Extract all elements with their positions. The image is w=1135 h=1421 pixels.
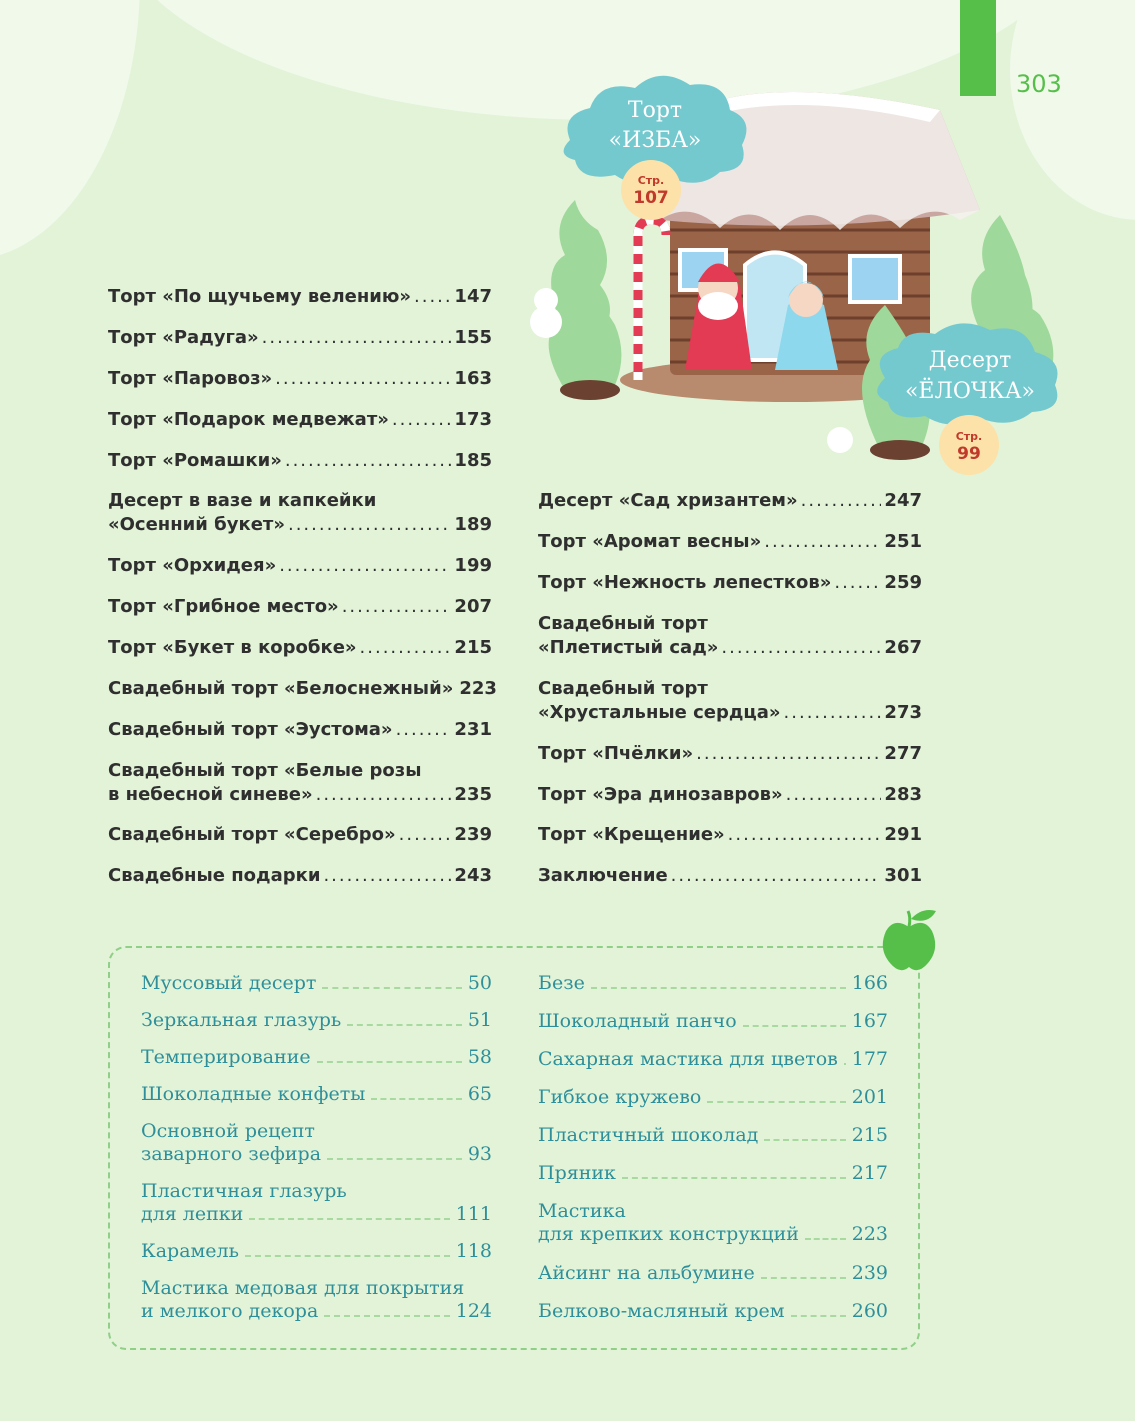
toc-entry[interactable] — [108, 677, 497, 701]
toc-leader — [696, 742, 881, 766]
recipe-entry[interactable] — [141, 972, 492, 995]
badge-izba-page: 107 — [633, 188, 669, 208]
recipe-title: Айсинг на альбумине — [538, 1262, 755, 1284]
recipe-leader — [761, 1277, 846, 1279]
toc-page: 247 — [884, 490, 922, 511]
recipe-page: 223 — [851, 1223, 888, 1245]
toc-page: 231 — [454, 719, 492, 740]
cloud-label-izba-line2: «ИЗБА» — [608, 128, 702, 153]
recipe-title: Сахарная мастика для цветов — [538, 1048, 838, 1070]
toc-title: Торт «Радуга» — [108, 327, 259, 348]
recipe-leader — [764, 1139, 845, 1141]
toc-entry[interactable] — [538, 612, 922, 660]
toc-entry[interactable] — [108, 636, 492, 660]
toc-entry[interactable] — [108, 718, 492, 742]
toc-entry[interactable] — [108, 285, 492, 309]
toc-page: 185 — [454, 450, 492, 471]
toc-entry[interactable] — [108, 367, 492, 391]
toc-leader — [323, 864, 451, 888]
badge-izba-prefix: Стр. — [637, 174, 665, 187]
toc-title: «Осенний букет» — [108, 514, 285, 535]
recipe-page: 65 — [467, 1083, 492, 1105]
recipe-title: заварного зефира — [141, 1143, 322, 1165]
recipe-page: 51 — [467, 1009, 492, 1031]
cloud-label-elochka-line1: Десерт — [928, 348, 1012, 373]
recipe-leader — [347, 1024, 462, 1026]
recipe-title: Пластичный шоколад — [538, 1124, 759, 1146]
apple-icon — [880, 905, 938, 973]
toc-page: 147 — [454, 286, 492, 307]
toc-entry[interactable] — [108, 595, 492, 619]
toc-page: 267 — [884, 637, 922, 658]
recipe-page: 177 — [851, 1048, 888, 1070]
recipe-leader — [844, 1063, 846, 1065]
recipe-entry[interactable] — [538, 1300, 888, 1323]
toc-page: 163 — [454, 368, 492, 389]
toc-entry[interactable] — [538, 864, 922, 888]
toc-leader — [392, 408, 452, 432]
toc-page: 223 — [459, 678, 497, 699]
toc-title: Свадебный торт «Эустома» — [108, 719, 393, 740]
recipe-leader — [245, 1255, 450, 1257]
recipe-page: 217 — [851, 1162, 888, 1184]
recipe-entry[interactable] — [141, 1046, 492, 1069]
toc-entry[interactable] — [538, 677, 922, 725]
toc-entry[interactable] — [108, 823, 492, 847]
recipe-title: для лепки — [141, 1203, 244, 1225]
toc-title: Торт «Крещение» — [538, 824, 725, 845]
recipe-page: 124 — [455, 1300, 492, 1322]
toc-leader — [728, 823, 882, 847]
recipe-title: Белково-масляный крем — [538, 1300, 785, 1322]
toc-leader — [262, 326, 452, 350]
recipe-leader — [707, 1101, 845, 1103]
recipe-leader — [591, 987, 846, 989]
badge-elochka-page: 99 — [957, 444, 981, 464]
toc-leader — [342, 595, 452, 619]
toc-leader — [671, 864, 882, 888]
toc-page: 259 — [884, 572, 922, 593]
toc-leader — [399, 823, 452, 847]
toc-leader — [721, 636, 881, 660]
toc-leader — [275, 367, 451, 391]
toc-title: Свадебный торт «Серебро» — [108, 824, 396, 845]
toc-leader — [279, 554, 451, 578]
recipe-title-line1: Пластичная глазурь — [141, 1180, 347, 1202]
background-blob-left — [0, 0, 140, 260]
toc-leader — [786, 783, 882, 807]
toc-page: 301 — [884, 865, 922, 886]
toc-page: 283 — [884, 784, 922, 805]
recipe-title: Муссовый десерт — [141, 972, 317, 994]
toc-page: 235 — [454, 784, 492, 805]
toc-title: Десерт «Сад хризантем» — [538, 490, 798, 511]
toc-entry[interactable] — [108, 864, 492, 888]
toc-page: 243 — [454, 865, 492, 886]
recipe-leader — [805, 1238, 846, 1240]
toc-entry[interactable] — [538, 571, 922, 595]
toc-page: 277 — [884, 743, 922, 764]
recipe-title: Безе — [538, 972, 585, 994]
toc-title: Торт «Ромашки» — [108, 450, 282, 471]
recipe-leader — [371, 1098, 461, 1100]
page-number: 303 — [1016, 70, 1062, 98]
toc-page: 155 — [454, 327, 492, 348]
toc-leader — [784, 701, 882, 725]
toc-title: Торт «По щучьему велению» — [108, 286, 412, 307]
recipe-page: 50 — [467, 972, 492, 994]
recipe-page: 201 — [851, 1086, 888, 1108]
recipe-entry[interactable] — [141, 1180, 492, 1226]
recipe-page: 166 — [851, 972, 888, 994]
toc-title: Заключение — [538, 865, 668, 886]
recipe-page: 111 — [455, 1203, 492, 1225]
cloud-label-izba-line1: Торт — [627, 98, 683, 123]
recipe-entry[interactable] — [538, 1200, 888, 1246]
recipe-entry[interactable] — [538, 1124, 888, 1147]
recipe-page: 167 — [851, 1010, 888, 1032]
cloud-label-elochka-line2: «ЁЛОЧКА» — [904, 379, 1036, 404]
toc-page: 189 — [454, 514, 492, 535]
recipe-leader — [322, 987, 461, 989]
recipe-title: Зеркальная глазурь — [141, 1009, 342, 1031]
toc-title: Свадебный торт «Белоснежный» — [108, 678, 454, 699]
toc-leader — [801, 489, 882, 513]
recipe-entry[interactable] — [141, 1240, 492, 1263]
recipe-leader — [327, 1158, 462, 1160]
toc-entry[interactable] — [538, 489, 922, 513]
toc-leader — [834, 571, 881, 595]
toc-title-line1: Свадебный торт «Белые розы — [108, 760, 422, 781]
recipe-title: Шоколадный панчо — [538, 1010, 737, 1032]
toc-title: «Хрустальные сердца» — [538, 702, 781, 723]
toc-title: Свадебные подарки — [108, 865, 321, 886]
toc-entry[interactable] — [108, 554, 492, 578]
toc-title: Торт «Орхидея» — [108, 555, 277, 576]
recipe-entry[interactable] — [141, 1277, 492, 1323]
toc-page: 215 — [454, 637, 492, 658]
recipe-entry[interactable] — [141, 1009, 492, 1032]
toc-entry[interactable] — [108, 759, 492, 807]
recipe-leader — [622, 1177, 846, 1179]
toc-page: 291 — [884, 824, 922, 845]
recipe-title: Темперирование — [141, 1046, 311, 1068]
toc-title: Торт «Аромат весны» — [538, 531, 762, 552]
toc-entry[interactable] — [538, 823, 922, 847]
toc-leader — [414, 285, 451, 309]
toc-title: Торт «Эра динозавров» — [538, 784, 783, 805]
toc-entry[interactable] — [108, 408, 492, 432]
toc-page: 207 — [454, 596, 492, 617]
recipe-entry[interactable] — [538, 1048, 888, 1071]
recipe-page: 239 — [851, 1262, 888, 1284]
recipe-leader — [317, 1061, 462, 1063]
recipe-title: Шоколадные конфеты — [141, 1083, 366, 1105]
recipe-title: и мелкого декора — [141, 1300, 319, 1322]
toc-leader — [360, 636, 452, 660]
recipe-title: Пряник — [538, 1162, 616, 1184]
toc-leader — [285, 449, 452, 473]
recipe-entry[interactable] — [141, 1083, 492, 1106]
toc-title: в небесной синеве» — [108, 784, 313, 805]
recipe-leader — [791, 1315, 846, 1317]
recipe-entry[interactable] — [538, 1262, 888, 1285]
recipe-entry[interactable] — [538, 1086, 888, 1109]
toc-title: Торт «Нежность лепестков» — [538, 572, 832, 593]
toc-title-line1: Десерт в вазе и капкейки — [108, 490, 377, 511]
gingerbread-house-illustration — [520, 60, 1080, 490]
toc-title-line1: Свадебный торт — [538, 678, 708, 699]
recipe-page: 93 — [467, 1143, 492, 1165]
toc-page: 273 — [884, 702, 922, 723]
badge-elochka-prefix: Стр. — [955, 430, 983, 443]
toc-leader — [396, 718, 452, 742]
toc-title-line1: Свадебный торт — [538, 613, 708, 634]
toc-entry[interactable] — [538, 530, 922, 554]
recipe-leader — [249, 1218, 449, 1220]
toc-title: Торт «Букет в коробке» — [108, 637, 357, 658]
toc-page: 173 — [454, 409, 492, 430]
recipe-entry[interactable] — [538, 1162, 888, 1185]
recipe-title: Карамель — [141, 1240, 239, 1262]
recipe-leader — [743, 1025, 846, 1027]
toc-entry[interactable] — [538, 742, 922, 766]
recipe-title-line1: Основной рецепт — [141, 1120, 315, 1142]
toc-leader — [288, 513, 451, 537]
recipe-entry[interactable] — [538, 1010, 888, 1033]
recipe-title: для крепких конструкций — [538, 1223, 799, 1245]
toc-title: Торт «Подарок медвежат» — [108, 409, 389, 430]
recipe-page: 215 — [851, 1124, 888, 1146]
recipe-title-line1: Мастика — [538, 1200, 626, 1222]
toc-entry[interactable] — [108, 326, 492, 350]
recipe-page: 260 — [851, 1300, 888, 1322]
recipe-title: Гибкое кружево — [538, 1086, 702, 1108]
toc-title: Торт «Паровоз» — [108, 368, 273, 389]
toc-page: 239 — [454, 824, 492, 845]
toc-entry[interactable] — [108, 449, 492, 473]
toc-title: «Плетистый сад» — [538, 637, 719, 658]
recipe-entry[interactable] — [141, 1120, 492, 1166]
recipe-title-line1: Мастика медовая для покрытия — [141, 1277, 465, 1299]
toc-entry[interactable] — [108, 489, 492, 537]
toc-title: Торт «Пчёлки» — [538, 743, 694, 764]
toc-page: 199 — [454, 555, 492, 576]
recipe-page: 58 — [467, 1046, 492, 1068]
recipe-leader — [324, 1315, 449, 1317]
toc-leader — [316, 783, 452, 807]
toc-page: 251 — [884, 531, 922, 552]
toc-leader — [764, 530, 881, 554]
recipe-entry[interactable] — [538, 972, 888, 995]
toc-entry[interactable] — [538, 783, 922, 807]
toc-title: Торт «Грибное место» — [108, 596, 339, 617]
recipe-page: 118 — [455, 1240, 492, 1262]
